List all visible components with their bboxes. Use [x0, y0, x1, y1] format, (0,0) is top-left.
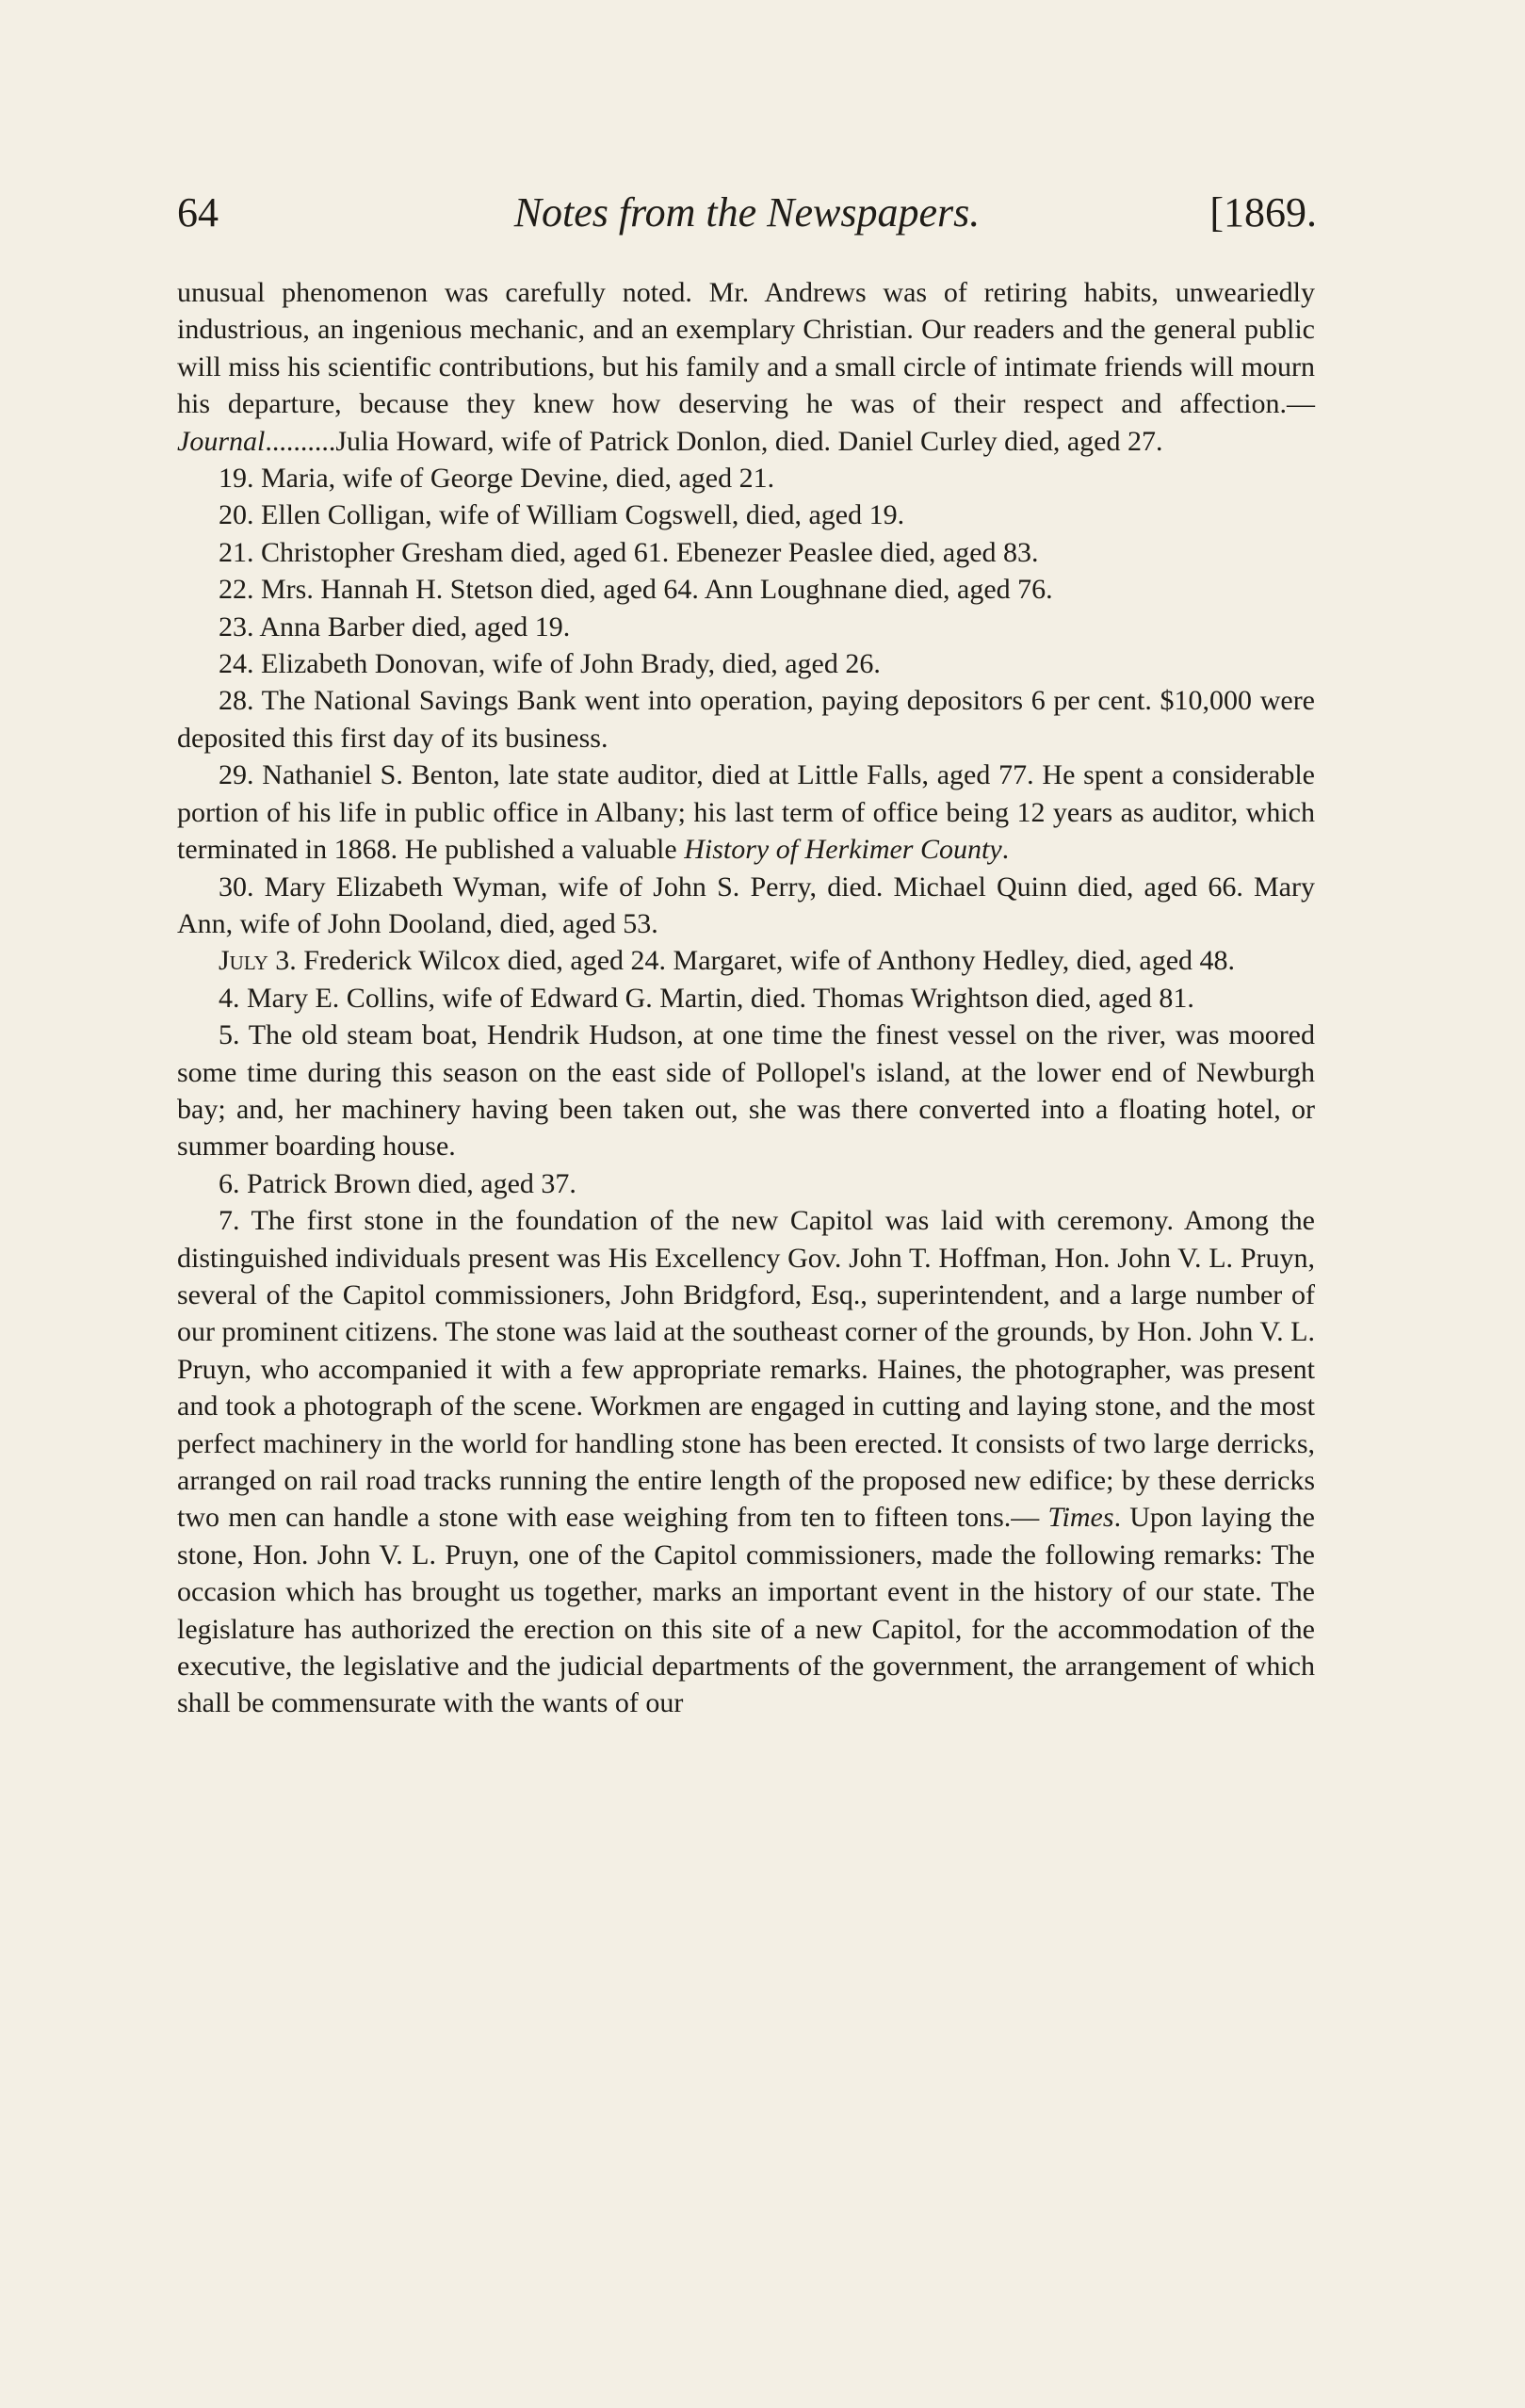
text-segment: 24. Elizabeth Donovan, wife of John Brady, died, aged 26.: [219, 648, 881, 680]
text-segment: 21. Christopher Gresham died, aged 61. Ebenezer Peaslee died, aged 83.: [219, 536, 1039, 568]
paragraph-continuation: [177, 274, 1315, 460]
text-segment: unusual phenomenon was carefully noted. Mr. Andrews was of retiring habits, unweariedly industrious, an ingenious mechanic, and an exemplary Christian. Our readers and the general public will miss his scientific contributions, but his family and a small circle of intimate friends will mourn his departure, because they knew how deserving he was of their respect and affection.—: [177, 277, 1315, 420]
running-title: Notes from the Newspapers.: [513, 189, 981, 236]
entry-6: [177, 1165, 1315, 1202]
text-segment: .: [1001, 834, 1010, 866]
text-segment: 30. Mary Elizabeth Wyman, wife of John S. Perry, died. Michael Quinn died, aged 66. Mary Ann, wife of John Dooland, died, aged 53.: [177, 870, 1315, 939]
text-segment: 23. Anna Barber died, aged 19.: [219, 610, 571, 643]
entry-28: [177, 682, 1315, 757]
text-segment: 5. The old steam boat, Hendrik Hudson, at one time the finest vessel on the river, was moored some time during this season on the east side of Pollopel's island, at the lower end of Newburgh bay; and, her machinery having been taken out, she was there converted into a floating hotel, or summer boarding house.: [177, 1019, 1315, 1163]
entry-21: [177, 534, 1315, 571]
text-segment: 6. Patrick Brown died, aged 37.: [219, 1167, 576, 1199]
entry-19: [177, 460, 1315, 496]
entry-4: [177, 980, 1315, 1017]
entry-23: [177, 609, 1315, 645]
text-segment: 29. Nathaniel S. Benton, late state auditor, died at Little Falls, aged 77. He spent a considerable portion of his life in public office in Albany; his last term of office being 12 years as auditor, which terminated in 1868. He published a valuable: [177, 759, 1315, 866]
text-segment: 19. Maria, wife of George Devine, died, aged 21.: [219, 463, 775, 495]
running-head: [177, 185, 1317, 241]
body-text: [177, 274, 1315, 1722]
entry-7: [177, 1202, 1315, 1722]
entry-24: [177, 645, 1315, 682]
text-segment: 20. Ellen Colligan, wife of William Cogswell, died, aged 19.: [219, 499, 905, 531]
text-segment: 3. Frederick Wilcox died, aged 24. Margaret, wife of Anthony Hedley, died, aged 48.: [268, 945, 1236, 977]
text-segment: 4. Mary E. Collins, wife of Edward G. Martin, died. Thomas Wrightson died, aged 81.: [219, 982, 1194, 1014]
month-label: July: [219, 945, 268, 977]
text-segment: . Upon laying the stone, Hon. John V. L. Pruyn, one of the Capitol commissioners, made the following remarks: The occasion which has brought us together, marks an important event in the history of our state. The legislature has authorized the erection on this site of a new Capitol, for the accommodation of the executive, the legislative and the judicial departments of the government, the arrangement of which shall be commensurate with the wants of our: [177, 1502, 1315, 1719]
text-segment: 7. The first stone in the foundation of the new Capitol was laid with ceremony. Among the distinguished individuals present was His Excellency Gov. John T. Hoffman, Hon. John V. L. Pruyn, several of the Capitol commissioners, John Bridgford, Esq., superintendent, and a large number of our prominent citizens. The stone was laid at the southeast corner of the grounds, by Hon. John V. L. Pruyn, who accompanied it with a few appropriate remarks. Haines, the photographer, was present and took a photograph of the scene. Workmen are engaged in cutting and laying stone, and the most perfect machinery in the world for handling stone has been erected. It consists of two large derricks, arranged on rail road tracks running the entire length of the proposed new edifice; by these derricks two men can handle a stone with ease weighing from ten to fifteen tons.—: [177, 1205, 1315, 1534]
book-title: History of Herkimer County: [684, 834, 1002, 866]
text-segment: ..........Julia Howard, wife of Patrick Donlon, died. Daniel Curley died, aged 27.: [265, 425, 1163, 457]
entry-july-3: [177, 942, 1315, 979]
source-citation: Journal: [177, 425, 266, 457]
source-citation: Times: [1047, 1502, 1114, 1534]
text-segment: 28. The National Savings Bank went into operation, paying depositors 6 per cent. $10,000 were deposited this first day of its business.: [177, 685, 1315, 754]
page-number: 64: [177, 189, 219, 236]
entry-30: [177, 869, 1315, 943]
text-segment: 22. Mrs. Hannah H. Stetson died, aged 64. Ann Loughnane died, aged 76.: [219, 574, 1053, 606]
running-year: [1869.: [1209, 189, 1317, 236]
entry-29: [177, 757, 1315, 868]
entry-20: [177, 496, 1315, 533]
entry-5: [177, 1017, 1315, 1165]
entry-22: [177, 571, 1315, 608]
